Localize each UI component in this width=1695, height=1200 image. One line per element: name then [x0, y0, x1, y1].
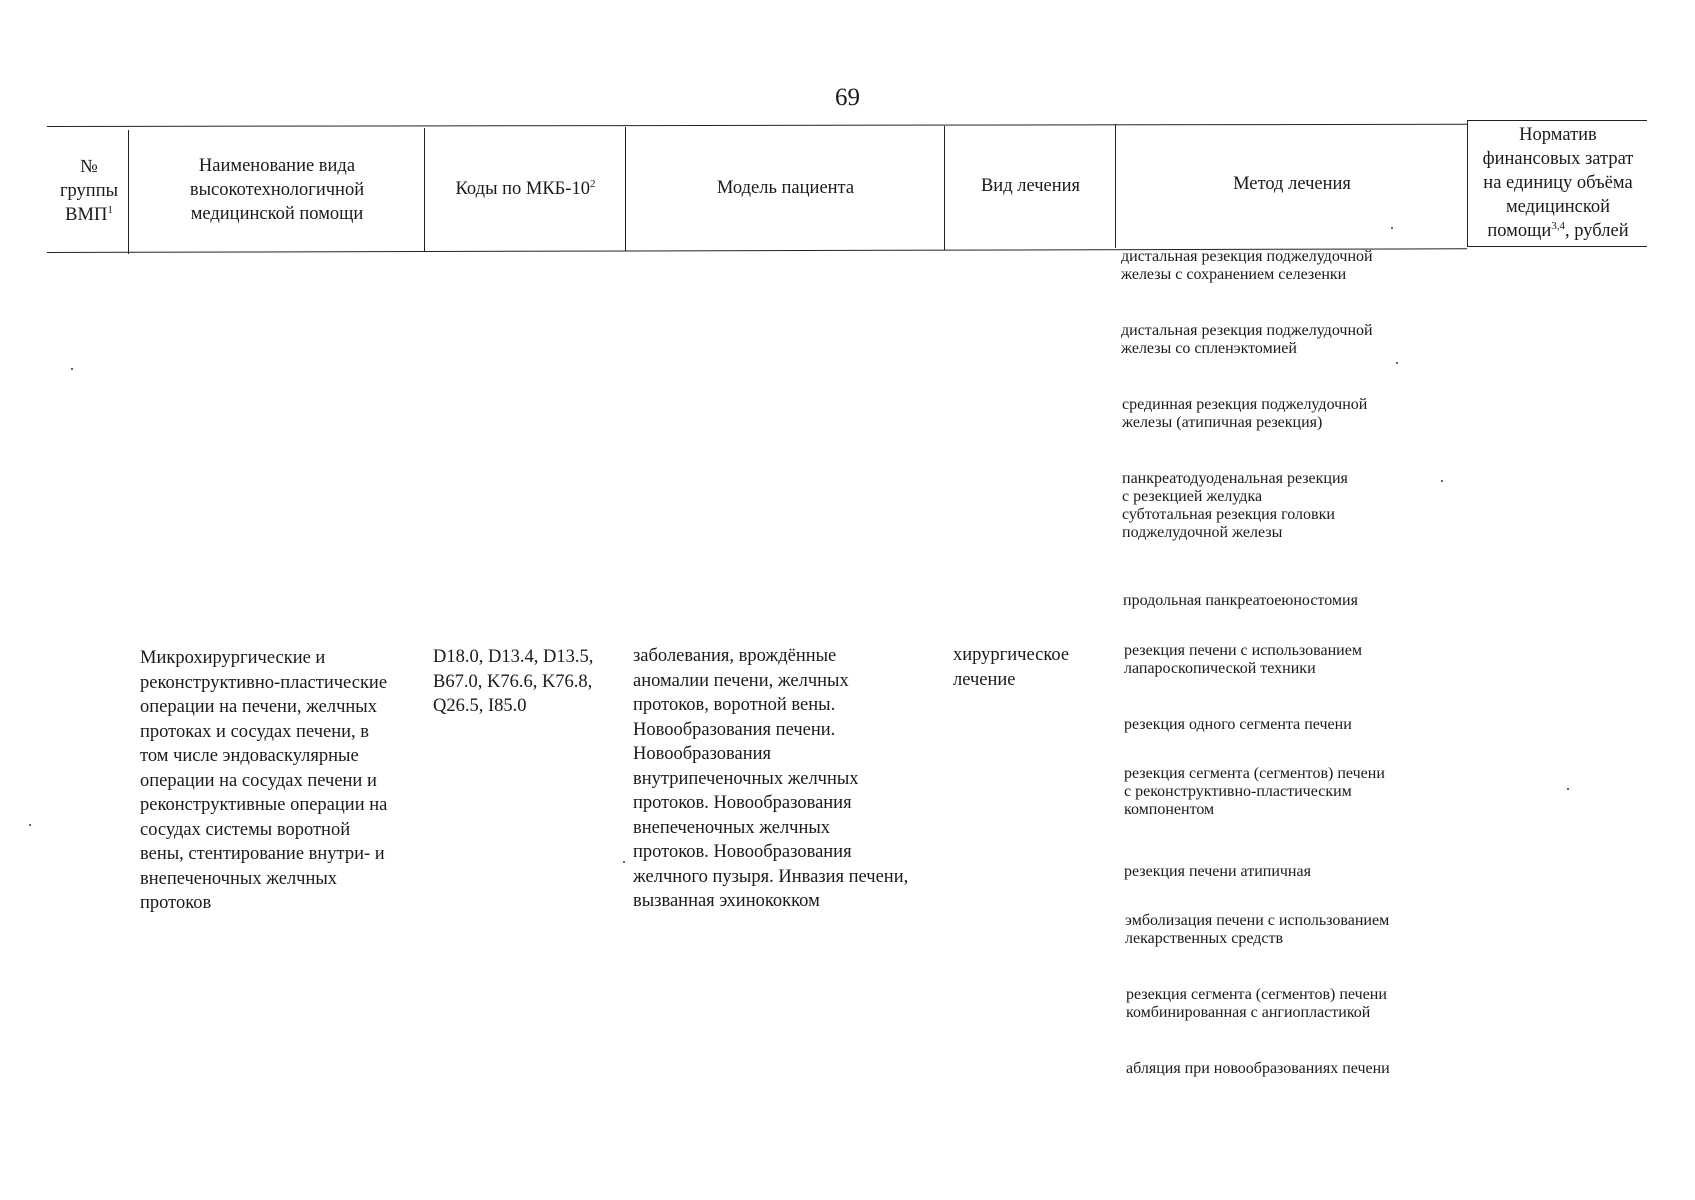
- method-item: резекция сегмента (сегментов) печени с реконструктивно-пластическим компонентом: [1124, 765, 1385, 818]
- col-divider-4: [944, 126, 945, 250]
- page-number: 69: [835, 84, 860, 111]
- method-item: абляция при новообразованиях печени: [1126, 1060, 1390, 1077]
- header-care-type-name: Наименование вида высокотехнологичной медицинской помощи: [189, 156, 365, 224]
- col-divider-2: [424, 128, 425, 252]
- scan-speck: [1396, 362, 1398, 364]
- care-type-name: Микрохирургические и реконструктивно-пластические операции на печени, желчных протоках и сосудах печени, в том числе эндоваскулярные операции на сосудах печени и реконструктивные операции на сосудах системы воротной вены, стентирование внутри- и внепеченочных желчных протоков: [140, 648, 388, 913]
- method-item: резекция печени атипичная: [1124, 863, 1311, 880]
- header-icd-codes: Коды по МКБ-$10^2$: [455, 177, 596, 199]
- scan-speck: [1567, 788, 1569, 790]
- col-divider-6: [1467, 120, 1468, 246]
- header-treatment-type: Вид лечения: [980, 176, 1081, 196]
- col-divider-3: [625, 127, 626, 251]
- header-patient-model: Модель пациента: [716, 178, 855, 198]
- method-item: резекция сегмента (сегментов) печени комбинированная с ангиопластикой: [1126, 986, 1387, 1021]
- method-item: эмболизация печени с использованием лекарственных средств: [1125, 912, 1390, 947]
- treatment-type: хирургическое лечение: [953, 645, 1070, 690]
- method-item: панкреатодуоденальная резекция с резекцией желудка субтотальная резекция головки поджелудочной железы: [1122, 470, 1348, 541]
- method-item: срединная резекция поджелудочной железы (атипичная резекция): [1122, 396, 1368, 431]
- header-financial-norm: Норматив финансовых затрат на единицу объёма медицинской помощи$^{3,4}$, рублей: [1482, 125, 1634, 241]
- method-item: дистальная резекция поджелудочной железы со спленэктомией: [1121, 322, 1373, 357]
- method-item: резекция одного сегмента печени: [1124, 716, 1352, 733]
- scan-speck: [71, 368, 73, 370]
- col-divider-5: [1115, 124, 1116, 248]
- patient-model: заболевания, врождённые аномалии печени, желчных протоков, воротной вены. Новообразования печени. Новообразования внутрипеченочных желчных протоков. Новообразования внепеченочных желчных протоков. Новообразования желчного пузыря. Инвазия печени, вызванная эхинококком: [633, 646, 909, 911]
- scan-speck: [1441, 480, 1443, 482]
- scan-speck: [1391, 227, 1393, 229]
- method-item: резекция печени с использованием лапароскопической техники: [1124, 642, 1362, 677]
- col-divider-1: [128, 130, 129, 254]
- scan-speck: [623, 861, 625, 863]
- header-bottom-border-right: [1467, 246, 1647, 247]
- method-item: дистальная резекция поджелудочной железы с сохранением селезенки: [1121, 248, 1373, 283]
- header-treatment-method: Метод лечения: [1233, 174, 1351, 194]
- header-group-number: № группы ВМП$^1$: [59, 157, 119, 225]
- icd-codes: D18.0, D13.4, D13.5, B67.0, K76.6, K76.8, Q26.5, I85.0: [433, 647, 594, 716]
- scan-speck: [29, 824, 31, 826]
- method-item: продольная панкреатоеюностомия: [1123, 592, 1358, 609]
